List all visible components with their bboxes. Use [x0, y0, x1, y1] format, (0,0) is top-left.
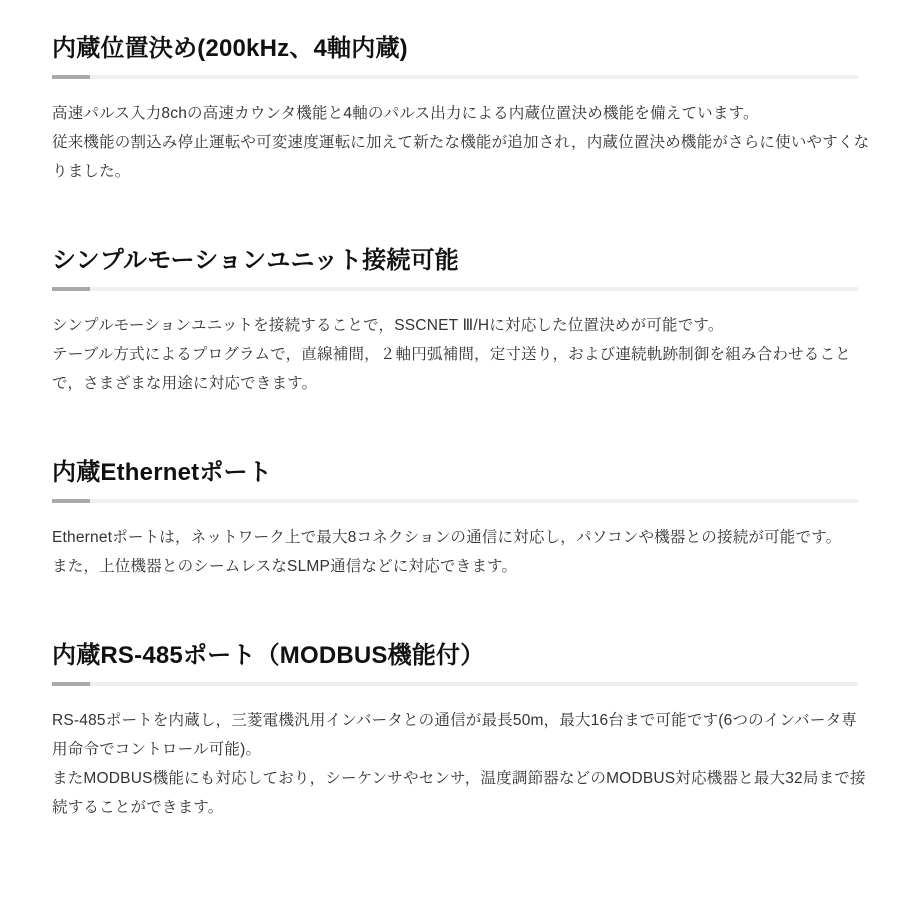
- section-body: [52, 706, 870, 822]
- heading-underline-accent: [52, 682, 90, 686]
- heading-underline-accent: [52, 287, 90, 291]
- body-line: また，上位機器とのシームレスなSLMP通信などに対応できます。: [52, 558, 518, 575]
- section-body: [52, 523, 870, 581]
- section-body: [52, 311, 870, 398]
- body-line: 従来機能の割込み停止運転や可変速度運転に加えて新たな機能が追加され，内蔵位置決め機能がさらに使いやすくなりました。: [52, 134, 870, 180]
- feature-section-simple-motion: [52, 246, 870, 398]
- heading-underline-accent: [52, 75, 90, 79]
- body-line: Ethernetポートは，ネットワーク上で最大8コネクションの通信に対応し，パソコンや機器との接続が可能です。: [52, 529, 842, 546]
- heading-underline: [52, 682, 858, 686]
- heading-underline: [52, 287, 858, 291]
- section-heading: 内蔵位置決め(200kHz、4軸内蔵): [52, 35, 408, 62]
- section-heading: シンプルモーションユニット接続可能: [52, 247, 459, 274]
- heading-underline: [52, 75, 858, 79]
- body-line: RS-485ポートを内蔵し，三菱電機汎用インバータとの通信が最長50m，最大16台まで可能です(6つのインバータ専用命令でコントロール可能)。: [52, 712, 857, 758]
- heading-underline-accent: [52, 499, 90, 503]
- section-heading: 内蔵RS-485ポート（MODBUS機能付）: [52, 642, 485, 669]
- feature-section-ethernet: [52, 458, 870, 581]
- section-body: [52, 99, 870, 186]
- section-heading: 内蔵Ethernetポート: [52, 459, 272, 486]
- body-line: 高速パルス入力8chの高速カウンタ機能と4軸のパルス出力による内蔵位置決め機能を備えています。: [52, 105, 759, 122]
- body-line: シンプルモーションユニットを接続することで，SSCNET Ⅲ/Hに対応した位置決めが可能です。: [52, 317, 724, 334]
- body-line: テーブル方式によるプログラムで，直線補間，２軸円弧補間，定寸送り，および連続軌跡制御を組み合わせることで，さまざまな用途に対応できます。: [52, 346, 851, 392]
- feature-section-rs485: [52, 641, 870, 822]
- feature-section-positioning: [52, 34, 870, 186]
- body-line: またMODBUS機能にも対応しており，シーケンサやセンサ，温度調節器などのMODBUS対応機器と最大32局まで接続することができます。: [52, 770, 866, 816]
- heading-underline: [52, 499, 858, 503]
